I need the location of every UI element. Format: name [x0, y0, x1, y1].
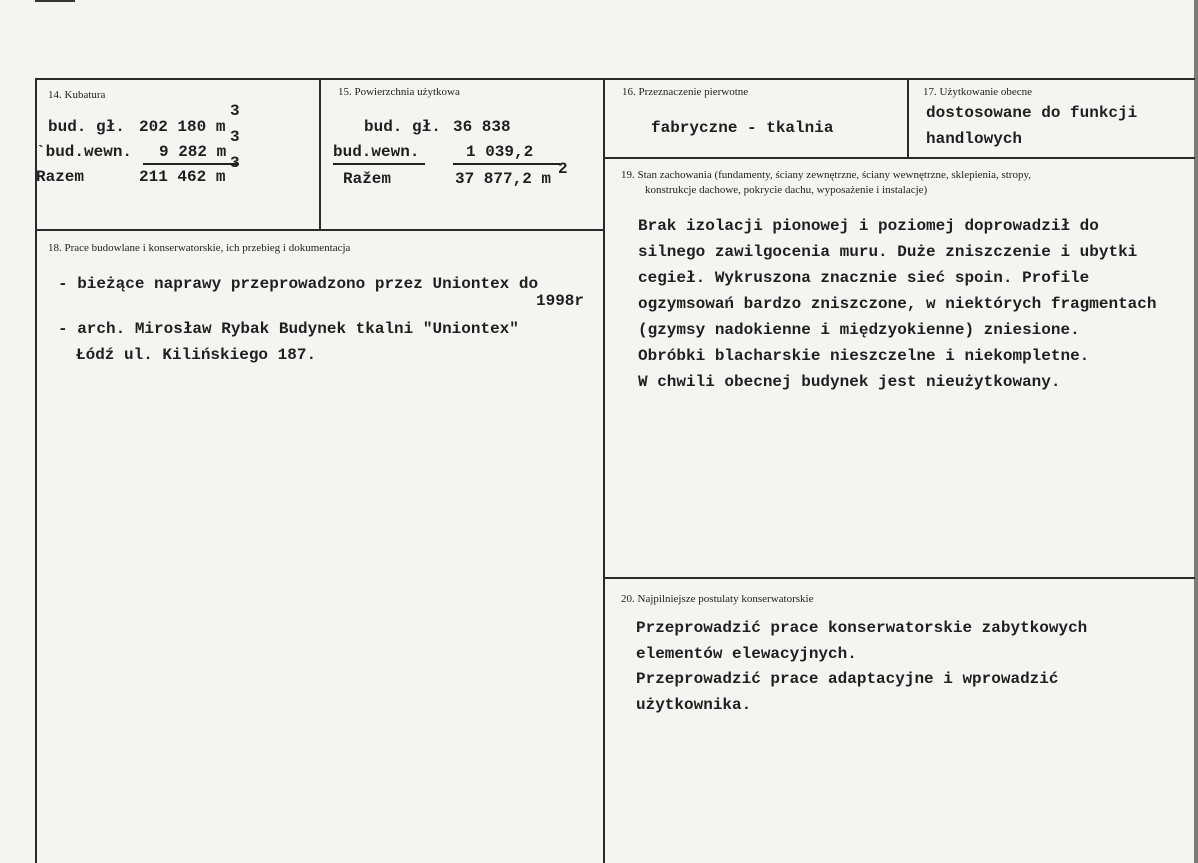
- field-19-line: silnego zawilgocenia muru. Duże zniszczenie i ubytki: [638, 243, 1138, 261]
- field-14-exponent: 3: [230, 102, 240, 120]
- field-20-line: użytkownika.: [636, 696, 752, 714]
- field-18-line: 1998r: [536, 292, 585, 310]
- field-15-label: 15. Powierzchnia użytkowa: [338, 86, 460, 98]
- field-18-line: - bieżące naprawy przeprowadzono przez Uniontex do: [58, 275, 539, 293]
- field-15-row-name: bud.wewn.: [333, 143, 420, 161]
- field-20-label: 20. Najpilniejsze postulaty konserwatorskie: [621, 593, 814, 605]
- field-19-line: (gzymsy nadokienne i międzyokienne) zniesione.: [638, 321, 1080, 339]
- field-14-row-name: bud. gł.: [48, 118, 125, 136]
- grid-line: [35, 229, 605, 231]
- field-14-exponent: 3: [230, 154, 240, 172]
- field-20-line: Przeprowadzić prace adaptacyjne i wprowadzić: [636, 670, 1059, 688]
- field-14-exponent: 3: [230, 128, 240, 146]
- grid-line: [35, 78, 37, 863]
- field-15-row-value: 37 877,2 m: [455, 170, 552, 188]
- field-14-label: 14. Kubatura: [48, 89, 106, 101]
- grid-line: [319, 78, 321, 229]
- field-17-line: handlowych: [926, 130, 1023, 148]
- field-14-row-name: `bud.wewn.: [36, 143, 133, 161]
- field-19-label: 19. Stan zachowania (fundamenty, ściany zewnętrzne, ściany wewnętrzne, sklepienia, stropy,: [621, 169, 1032, 181]
- field-15-row-name: Ražem: [343, 170, 392, 188]
- field-19-line: Obróbki blacharskie nieszczelne i niekompletne.: [638, 347, 1090, 365]
- field-17-label: 17. Użytkowanie obecne: [923, 86, 1033, 98]
- sum-underline: [143, 163, 239, 165]
- field-19-line: ogzymsowań bardzo zniszczone, w niektórych fragmentach: [638, 295, 1157, 313]
- grid-line: [605, 577, 1195, 579]
- card-edge: [1194, 0, 1198, 863]
- field-15-exponent: 2: [558, 160, 568, 178]
- field-15-row-name: bud. gł.: [364, 118, 441, 136]
- field-19-line: Brak izolacji pionowej i poziomej doprowadził do: [638, 217, 1099, 235]
- field-18-line: - arch. Mirosław Rybak Budynek tkalni "Uniontex": [58, 320, 519, 338]
- field-16-value: fabryczne - tkalnia: [651, 119, 834, 137]
- field-18-line: Łódź ul. Kilińskiego 187.: [76, 346, 317, 364]
- grid-line: [35, 78, 1195, 80]
- grid-line: [907, 78, 909, 157]
- field-19-line: cegieł. Wykruszona znacznie sieć spoin. Profile: [638, 269, 1090, 287]
- field-14-row-value: 211 462 m: [139, 168, 226, 186]
- field-14-row-name: Razem: [36, 168, 85, 186]
- field-19-label: konstrukcje dachowe, pokrycie dachu, wyposażenie i instalacje): [645, 184, 928, 196]
- field-17-line: dostosowane do funkcji: [926, 104, 1138, 122]
- field-15-underline: [333, 163, 425, 165]
- field-20-line: elementów elewacyjnych.: [636, 645, 857, 663]
- field-19-line: W chwili obecnej budynek jest nieużytkowany.: [638, 373, 1061, 391]
- field-15-row-value: 1 039,2: [466, 143, 534, 161]
- field-14-row-value: 202 180 m: [139, 118, 226, 136]
- field-15-row-value: 36 838: [453, 118, 511, 136]
- field-16-label: 16. Przeznaczenie pierwotne: [622, 86, 749, 98]
- field-14-row-value: 9 282 m: [159, 143, 227, 161]
- field-18-label: 18. Prace budowlane i konserwatorskie, ich przebieg i dokumentacja: [48, 242, 351, 254]
- grid-line: [605, 157, 1195, 159]
- top-mark: [35, 0, 75, 2]
- sum-underline: [453, 163, 560, 165]
- grid-line: [603, 78, 605, 863]
- field-20-line: Przeprowadzić prace konserwatorskie zabytkowych: [636, 619, 1088, 637]
